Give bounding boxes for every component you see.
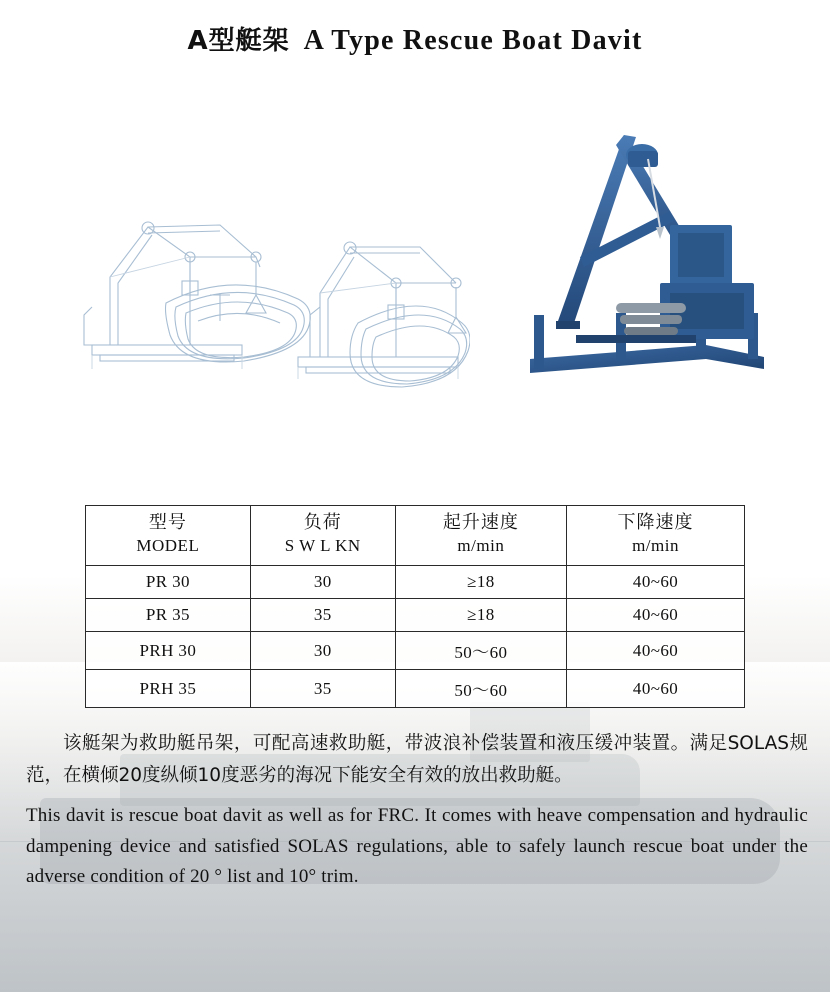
page-title-english: A Type Rescue Boat Davit (303, 25, 643, 56)
column-header-lowering-speed (567, 506, 745, 566)
column-header-model-cn: 型号 (148, 512, 187, 533)
figures-band (0, 97, 830, 447)
cell-swl: 35 (250, 599, 395, 632)
column-header-model (86, 506, 251, 566)
table-row (86, 632, 745, 670)
table-header-row (86, 506, 745, 566)
cell-model: PRH 35 (86, 670, 251, 708)
specification-table-wrapper (85, 505, 745, 708)
cell-swl: 30 (250, 632, 395, 670)
cell-swl: 35 (250, 670, 395, 708)
cell-hoisting-speed: 50～60 (395, 632, 566, 670)
cell-swl: 30 (250, 566, 395, 599)
cell-lowering-speed: 40~60 (567, 599, 745, 632)
column-header-lowering-speed-cn: 下降速度 (617, 512, 694, 533)
column-header-swl-cn: 负荷 (303, 512, 342, 533)
column-header-hoisting-speed-cn: 起升速度 (442, 512, 519, 533)
description-paragraph-english: This davit is rescue boat davit as well as for FRC. It comes with heave compensation and hydraulic dampening device and satisfied SOLAS regulations, able to safely launch rescue boat under the adverse condition of 20 ° list and 10° trim. (26, 804, 808, 888)
specification-table (85, 505, 745, 708)
column-header-hoisting-speed (395, 506, 566, 566)
table-header (86, 506, 745, 566)
cell-hoisting-speed: ≥18 (395, 566, 566, 599)
cell-hoisting-speed: ≥18 (395, 599, 566, 632)
column-header-model-en: MODEL (136, 536, 200, 556)
description-text-block (26, 728, 808, 893)
description-paragraph-chinese: 该艇架为救助艇吊架，可配高速救助艇，带波浪补偿装置和液压缓冲装置。满足SOLAS规范，在横倾20度纵倾10度恶劣的海况下能安全有效的放出救助艇。 (26, 733, 808, 787)
table-row (86, 670, 745, 708)
page-title-chinese: A型艇架 (187, 26, 290, 56)
page-title (0, 0, 830, 57)
column-header-swl (250, 506, 395, 566)
column-header-hoisting-speed-unit: m/min (457, 536, 505, 556)
cell-model: PR 30 (86, 566, 251, 599)
cell-lowering-speed: 40~60 (567, 670, 745, 708)
table-body (86, 566, 745, 708)
cell-model: PRH 30 (86, 632, 251, 670)
davit-line-drawing (70, 107, 470, 407)
column-header-swl-en: S W L KN (284, 536, 361, 556)
cell-hoisting-speed: 50～60 (395, 670, 566, 708)
cell-lowering-speed: 40~60 (567, 566, 745, 599)
table-row (86, 599, 745, 632)
cell-model: PR 35 (86, 599, 251, 632)
davit-product-photo (520, 107, 770, 397)
column-header-lowering-speed-unit: m/min (632, 536, 679, 556)
table-row (86, 566, 745, 599)
cell-lowering-speed: 40~60 (567, 632, 745, 670)
